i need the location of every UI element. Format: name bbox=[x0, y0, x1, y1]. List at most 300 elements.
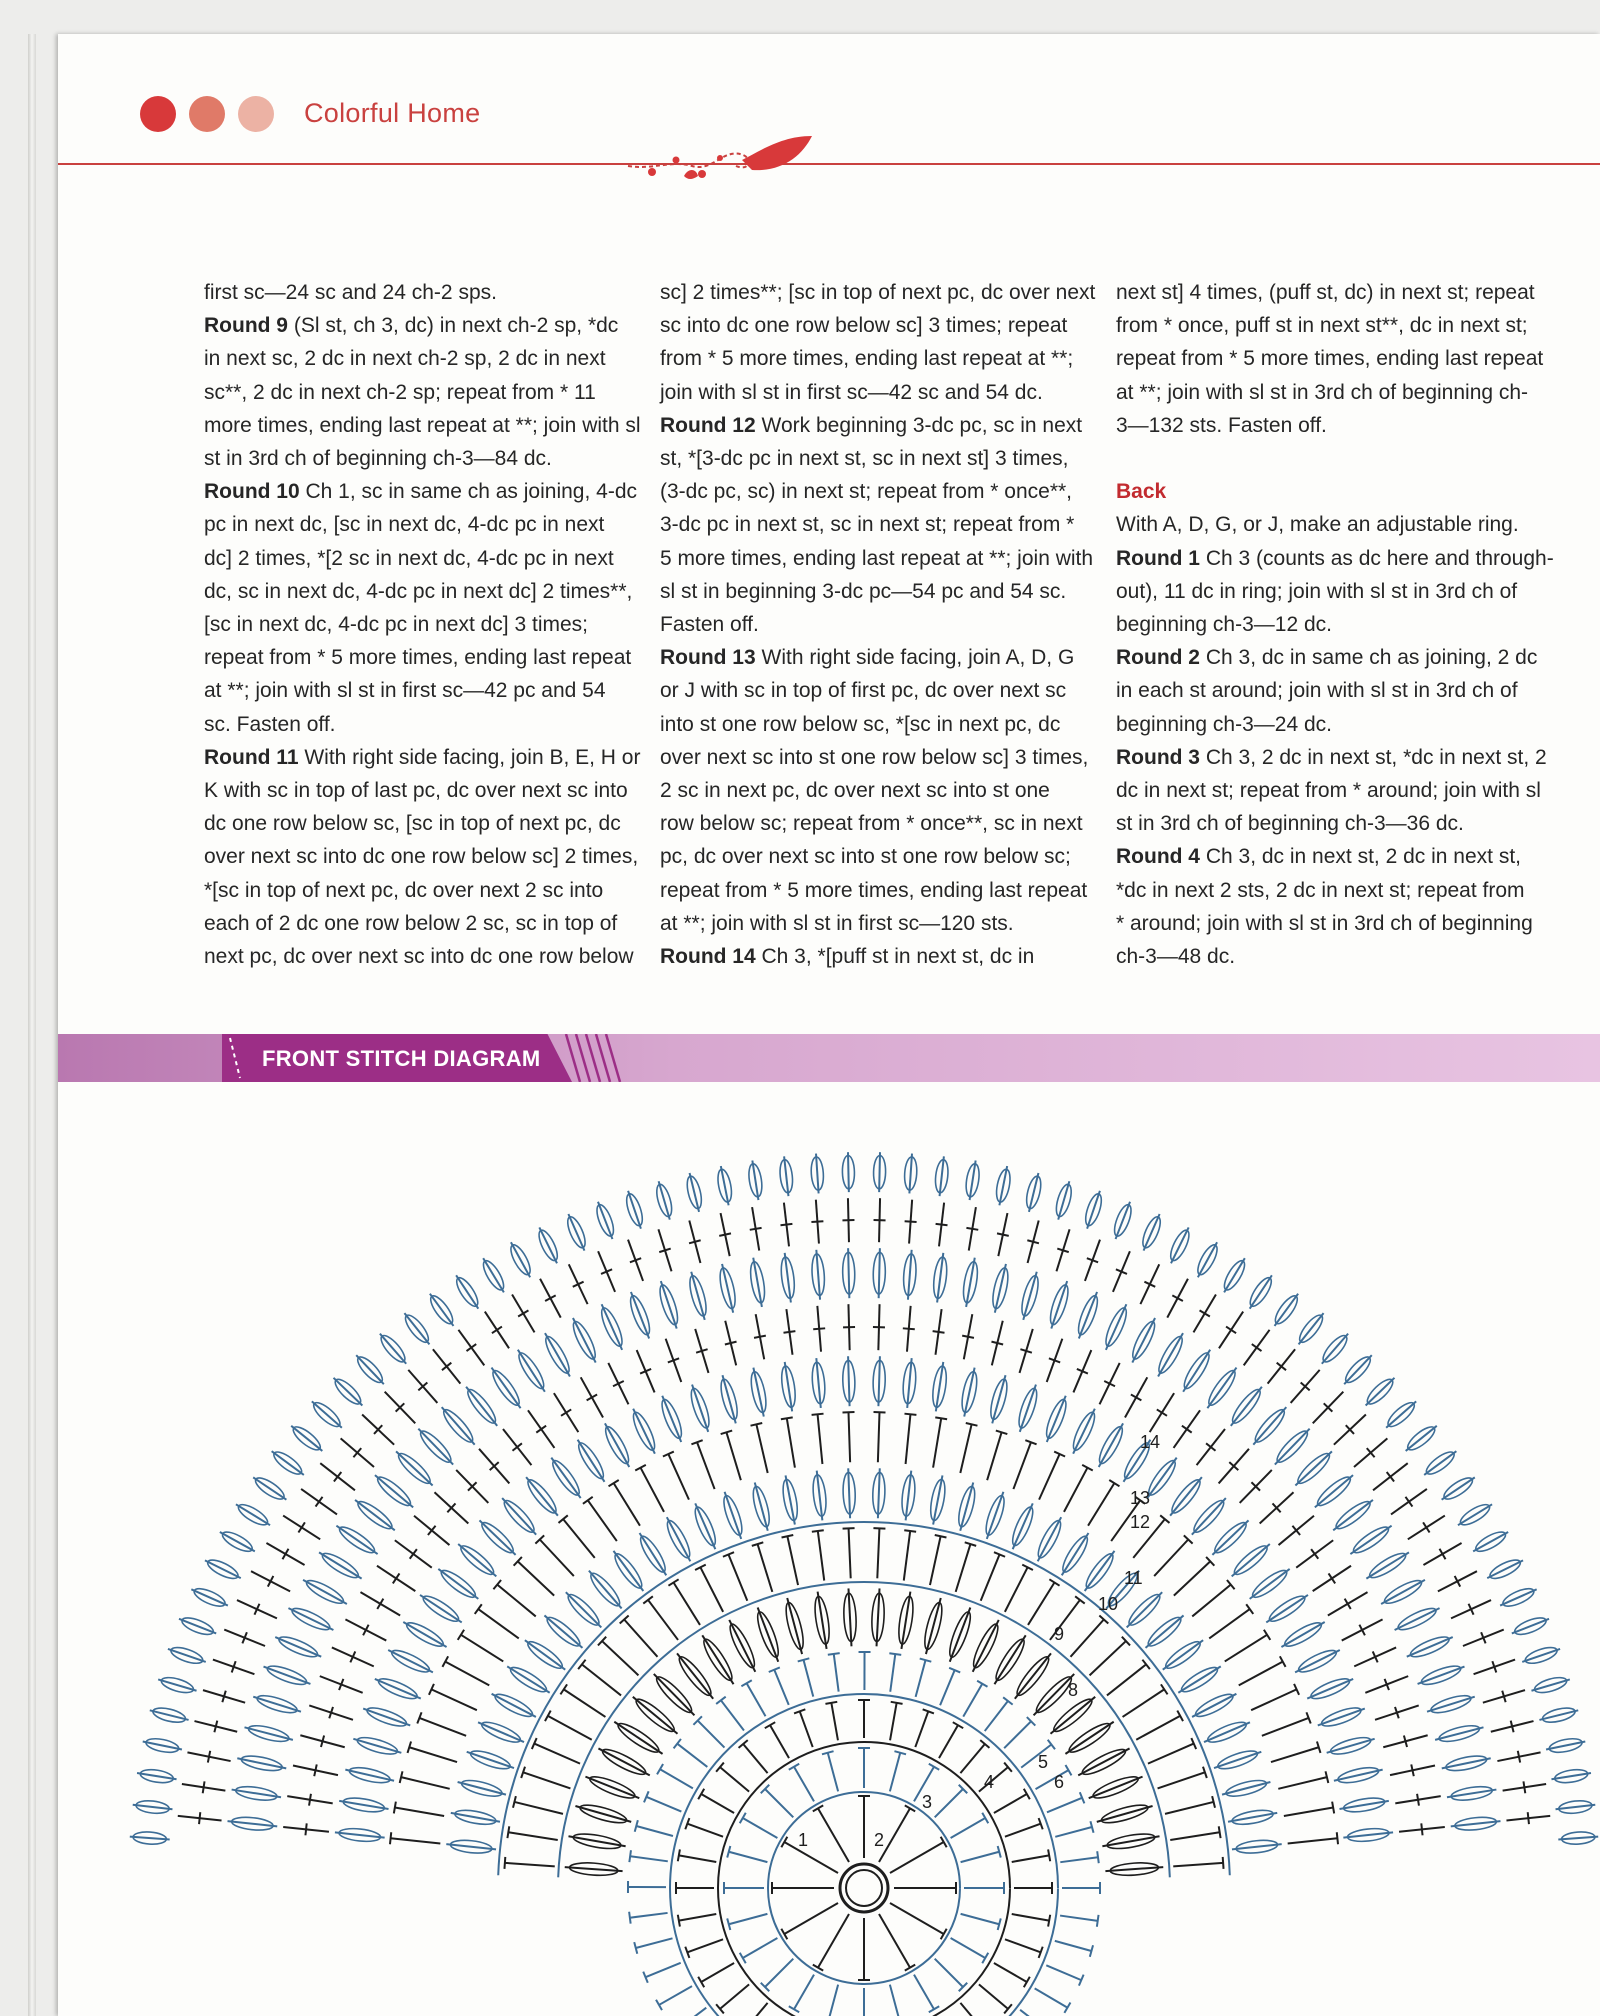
front-round-5 bbox=[1078, 1748, 1129, 1775]
line-text: from * 5 more times, ending last repeat at **; bbox=[660, 347, 1074, 371]
text-line bbox=[204, 508, 641, 541]
front-round-13-cross bbox=[467, 1344, 477, 1351]
back-round-3-top bbox=[765, 1722, 775, 1728]
line-text: Work beginning 3-dc pc, sc in next bbox=[755, 413, 1083, 437]
back-round-3 bbox=[679, 1914, 716, 1921]
front-round-9-top bbox=[400, 1771, 403, 1783]
line-text: at **; join with sl st in first sc—120 sts. bbox=[660, 911, 1014, 935]
line-text: dc] 2 times, *[2 sc in next dc, 4-dc pc in next bbox=[204, 546, 614, 570]
line-text: Fasten off. bbox=[660, 613, 759, 637]
line-text: Ch 3 (counts as dc here and through- bbox=[1200, 546, 1554, 570]
back-round-3 bbox=[915, 1711, 928, 1747]
front-round-9 bbox=[848, 1412, 850, 1462]
front-round-6 bbox=[648, 1600, 678, 1640]
back-round-3-top bbox=[698, 1977, 704, 1987]
front-round-8 bbox=[544, 1615, 582, 1647]
line-text: sc into dc one row below sc] 3 times; repeat bbox=[660, 314, 1068, 338]
front-round-14 bbox=[1344, 1355, 1372, 1384]
front-round-8 bbox=[589, 1571, 622, 1609]
text-line bbox=[204, 807, 641, 840]
front-round-5 bbox=[994, 1635, 1025, 1684]
front-round-9 bbox=[668, 1454, 689, 1500]
front-round-11-cross bbox=[903, 1328, 915, 1329]
front-round-12 bbox=[396, 1451, 433, 1485]
back-round-3 bbox=[687, 1824, 723, 1837]
front-round-13-cross bbox=[966, 1228, 978, 1230]
text-line bbox=[1116, 276, 1554, 309]
front-round-6 bbox=[1028, 1583, 1054, 1625]
front-round-10 bbox=[1250, 1569, 1290, 1599]
front-round-9-top bbox=[458, 1630, 464, 1640]
front-round-10 bbox=[1147, 1458, 1176, 1498]
front-round-5 bbox=[702, 1635, 733, 1684]
back-round-1 bbox=[879, 1914, 910, 1968]
line-text: dc in next st; repeat from * around; join with sl bbox=[1116, 779, 1541, 803]
back-round-4 bbox=[774, 1670, 788, 1705]
line-text: 5 more times, ending last repeat at **; join with bbox=[660, 546, 1094, 570]
front-round-12 bbox=[288, 1608, 333, 1630]
front-round-11-cross bbox=[1157, 1409, 1167, 1415]
front-round-10 bbox=[878, 1356, 879, 1406]
front-round-9 bbox=[726, 1432, 740, 1480]
front-round-14 bbox=[312, 1401, 342, 1427]
front-stitch-diagram bbox=[58, 1082, 1600, 2016]
front-round-13-cross bbox=[780, 1224, 792, 1225]
front-round-14 bbox=[816, 1154, 819, 1194]
front-round-13-cross bbox=[334, 1472, 341, 1481]
back-round-4 bbox=[747, 1683, 766, 1716]
text-line bbox=[660, 840, 1095, 873]
text-line bbox=[660, 276, 1095, 309]
front-round-9 bbox=[563, 1519, 595, 1558]
text-line bbox=[1116, 774, 1554, 807]
back-round-2 bbox=[914, 1975, 934, 2010]
front-round-10 bbox=[1073, 1409, 1095, 1454]
line-text: 3-dc pc in next st, sc in next st; repeat from * bbox=[660, 513, 1075, 537]
back-round-3 bbox=[890, 1703, 897, 1740]
back-round-3 bbox=[770, 1725, 789, 1758]
front-round-9 bbox=[401, 1777, 450, 1789]
front-round-9 bbox=[1288, 1838, 1338, 1843]
front-round-6 bbox=[505, 1863, 555, 1866]
front-round-6-top bbox=[782, 1535, 794, 1538]
back-round-2 bbox=[961, 1852, 1000, 1862]
front-round-10 bbox=[1232, 1544, 1270, 1576]
front-round-13-cross bbox=[316, 1497, 323, 1507]
line-text: next st] 4 times, (puff st, dc) in next st; repeat bbox=[1116, 281, 1535, 304]
back-round-3 bbox=[960, 1744, 984, 1773]
front-round-8 bbox=[1192, 1694, 1236, 1717]
text-line bbox=[1116, 342, 1554, 375]
text-line bbox=[1116, 708, 1554, 741]
text-line bbox=[660, 641, 1095, 674]
line-text: sc] 2 times**; [sc in top of next pc, dc over next bbox=[660, 281, 1096, 304]
text-line bbox=[660, 309, 1095, 342]
front-round-9 bbox=[1262, 1718, 1309, 1736]
banner-stripes-icon bbox=[562, 1034, 632, 1082]
text-column bbox=[1116, 276, 1554, 973]
front-round-14 bbox=[430, 1294, 454, 1326]
line-text: st in 3rd ch of beginning ch-3—36 dc. bbox=[1116, 812, 1464, 836]
back-round-4 bbox=[630, 1913, 668, 1918]
line-text: *dc in next 2 sts, 2 dc in next st; repeat from bbox=[1116, 878, 1525, 902]
header-dot bbox=[140, 96, 176, 132]
back-round-4 bbox=[1020, 2010, 1050, 2016]
back-round-3 bbox=[960, 2003, 984, 2016]
line-text: Ch 3, dc in next st, 2 dc in next st, bbox=[1200, 845, 1521, 869]
section-heading: Back bbox=[1116, 480, 1167, 504]
back-round-4 bbox=[659, 1986, 692, 2005]
back-round-4 bbox=[1004, 1721, 1031, 1748]
front-round-6 bbox=[728, 1554, 747, 1600]
front-round-9 bbox=[1278, 1777, 1327, 1789]
back-round-4-top bbox=[1003, 1697, 1013, 1704]
front-round-9 bbox=[395, 1808, 444, 1816]
back-round-2 bbox=[890, 1985, 900, 2016]
line-text: repeat from * 5 more times, ending last repeat bbox=[1116, 347, 1544, 371]
line-text: over next sc into dc one row below sc] 2 times, bbox=[204, 845, 639, 869]
front-round-10 bbox=[605, 1423, 629, 1467]
back-round-4 bbox=[660, 1769, 693, 1788]
text-line bbox=[1116, 309, 1554, 342]
front-round-12 bbox=[1183, 1350, 1210, 1392]
front-round-8 bbox=[640, 1533, 667, 1575]
front-round-13-cross bbox=[1200, 1310, 1210, 1316]
front-round-9 bbox=[391, 1838, 441, 1843]
front-round-9-top bbox=[1337, 1832, 1338, 1844]
front-round-9 bbox=[1209, 1609, 1250, 1638]
front-round-8 bbox=[566, 1592, 601, 1627]
front-round-6 bbox=[508, 1832, 557, 1840]
front-round-9-top bbox=[812, 1414, 824, 1415]
front-round-9 bbox=[1271, 1747, 1319, 1762]
front-round-6 bbox=[1170, 1832, 1219, 1840]
front-round-9 bbox=[1039, 1454, 1060, 1500]
text-line bbox=[204, 840, 641, 873]
round-number-label: 12 bbox=[1130, 1512, 1151, 1532]
front-round-13-cross bbox=[1226, 1327, 1236, 1334]
front-round-12 bbox=[518, 1350, 545, 1392]
front-round-6-top bbox=[873, 1528, 885, 1529]
front-round-9 bbox=[1064, 1468, 1087, 1512]
front-round-10 bbox=[633, 1409, 655, 1454]
front-round-13-cross bbox=[282, 1549, 288, 1559]
front-round-6-top bbox=[1161, 1684, 1168, 1694]
front-round-6-top bbox=[504, 1857, 505, 1869]
front-round-5 bbox=[848, 1588, 851, 1646]
back-round-3 bbox=[1012, 1914, 1049, 1921]
front-round-5 bbox=[585, 1777, 639, 1799]
front-round-9 bbox=[1225, 1635, 1267, 1662]
line-text: beginning ch-3—12 dc. bbox=[1116, 613, 1332, 637]
front-round-14 bbox=[291, 1426, 322, 1451]
line-text: repeat from * 5 more times, ending last repeat bbox=[204, 646, 632, 670]
header-rule bbox=[58, 163, 1600, 165]
front-round-8 bbox=[1085, 1551, 1115, 1591]
front-round-13-cross bbox=[1440, 1549, 1446, 1559]
front-round-13-cross bbox=[719, 1233, 731, 1235]
text-line bbox=[660, 376, 1095, 409]
front-round-14 bbox=[909, 1154, 912, 1194]
line-text: out), 11 dc in ring; join with sl st in 3rd ch of bbox=[1116, 579, 1518, 603]
back-round-4 bbox=[963, 1684, 982, 1717]
text-line bbox=[204, 409, 641, 442]
front-round-10 bbox=[1266, 1595, 1308, 1623]
round-label: Round 3 bbox=[1116, 745, 1200, 769]
text-line bbox=[1116, 376, 1554, 409]
text-line bbox=[660, 608, 1095, 641]
front-round-6-top bbox=[1049, 1579, 1059, 1585]
front-round-12 bbox=[879, 1248, 880, 1298]
back-round-3-top bbox=[1024, 1789, 1030, 1799]
front-round-6-top bbox=[1219, 1826, 1221, 1838]
round-number-label: 9 bbox=[1054, 1624, 1065, 1644]
front-round-6-top bbox=[1212, 1796, 1215, 1808]
back-round-4-top bbox=[1097, 1915, 1099, 1927]
back-round-4-top bbox=[629, 1850, 631, 1862]
line-text: join with sl st in first sc—42 sc and 54 dc. bbox=[660, 380, 1043, 404]
text-column bbox=[660, 276, 1095, 973]
back-round-4-top bbox=[716, 1697, 726, 1704]
back-round-2-top bbox=[789, 1764, 799, 1770]
front-round-8 bbox=[1146, 1615, 1184, 1647]
text-line bbox=[1116, 741, 1554, 774]
front-round-6-top bbox=[513, 1796, 516, 1808]
front-round-13-cross bbox=[1405, 1497, 1412, 1507]
text-line bbox=[660, 708, 1095, 741]
front-round-14 bbox=[404, 1313, 429, 1344]
front-round-9 bbox=[540, 1539, 574, 1576]
back-round-1 bbox=[818, 1914, 849, 1968]
front-round-10 bbox=[388, 1650, 433, 1672]
front-round-14 bbox=[1322, 1334, 1348, 1364]
text-line bbox=[1116, 940, 1554, 973]
line-text: 2 sc in next pc, dc over next sc into st one bbox=[660, 779, 1050, 803]
vine-ornament-icon bbox=[622, 130, 822, 200]
front-round-5 bbox=[677, 1653, 713, 1698]
front-round-8 bbox=[1178, 1666, 1220, 1692]
front-round-9-top bbox=[1109, 1480, 1119, 1486]
back-round-2-top bbox=[789, 2006, 799, 2012]
front-round-12 bbox=[375, 1475, 413, 1507]
dashed-slash-icon bbox=[226, 1036, 246, 1080]
line-text: pc, dc over next sc into st one row below sc; bbox=[660, 845, 1071, 869]
back-round-2 bbox=[794, 1767, 814, 1802]
back-round-2 bbox=[828, 1985, 838, 2016]
front-round-11-cross bbox=[410, 1549, 417, 1559]
back-round-3-top bbox=[678, 1915, 680, 1927]
center-ring-inner bbox=[846, 1870, 882, 1906]
back-round-2-top bbox=[740, 1953, 746, 1963]
front-round-9 bbox=[1088, 1483, 1114, 1526]
front-round-8 bbox=[667, 1517, 690, 1561]
front-round-12 bbox=[1158, 1333, 1183, 1376]
front-round-9 bbox=[1013, 1442, 1031, 1489]
text-line bbox=[1116, 508, 1554, 541]
front-round-6-top bbox=[1075, 1596, 1085, 1603]
text-line bbox=[660, 409, 1095, 442]
front-round-11-cross bbox=[536, 1426, 546, 1433]
back-round-4 bbox=[1060, 1857, 1098, 1862]
front-round-10 bbox=[1295, 1650, 1340, 1672]
front-round-10 bbox=[1281, 1622, 1324, 1647]
round-number-label: 14 bbox=[1140, 1432, 1161, 1452]
front-round-6 bbox=[582, 1664, 621, 1695]
back-round-4 bbox=[676, 2008, 706, 2016]
text-column bbox=[204, 276, 641, 973]
front-round-5 bbox=[1051, 1697, 1096, 1734]
text-line bbox=[204, 442, 641, 475]
front-round-14 bbox=[130, 1837, 170, 1840]
front-round-10 bbox=[1170, 1477, 1202, 1516]
front-round-6-top bbox=[843, 1528, 855, 1529]
round-label: Round 9 bbox=[204, 314, 288, 338]
round-label: Round 10 bbox=[204, 480, 300, 504]
front-round-9-top bbox=[751, 1423, 763, 1426]
front-round-12 bbox=[1231, 1387, 1262, 1426]
front-round-11-cross bbox=[962, 1336, 974, 1338]
front-round-12 bbox=[253, 1697, 301, 1712]
front-round-9 bbox=[409, 1747, 457, 1762]
front-round-12 bbox=[1295, 1451, 1332, 1485]
back-round-3 bbox=[679, 1855, 716, 1862]
front-round-6 bbox=[564, 1689, 606, 1717]
back-round-1 bbox=[818, 1808, 849, 1862]
back-round-3-top bbox=[953, 1722, 963, 1728]
back-round-4 bbox=[646, 1797, 681, 1812]
front-round-6 bbox=[602, 1641, 638, 1675]
round-label: Round 4 bbox=[1116, 845, 1200, 869]
front-round-13-cross bbox=[298, 1522, 304, 1532]
text-line bbox=[660, 907, 1095, 940]
front-round-6-top bbox=[643, 1596, 653, 1603]
front-round-8 bbox=[613, 1551, 643, 1591]
front-round-6-top bbox=[668, 1579, 678, 1585]
front-round-9-top bbox=[781, 1417, 793, 1419]
front-round-10 bbox=[458, 1544, 496, 1576]
front-round-6 bbox=[700, 1567, 723, 1612]
front-round-9-top bbox=[904, 1414, 916, 1415]
front-round-10 bbox=[526, 1477, 558, 1516]
front-round-13-cross bbox=[936, 1224, 948, 1225]
front-round-5 bbox=[1015, 1653, 1051, 1698]
text-line bbox=[204, 376, 641, 409]
front-round-6-top bbox=[812, 1530, 824, 1532]
back-round-4-top bbox=[629, 1912, 631, 1924]
back-round-3-top bbox=[1048, 1849, 1050, 1861]
front-round-6 bbox=[758, 1544, 773, 1592]
front-round-13-cross bbox=[1387, 1472, 1394, 1481]
text-line bbox=[1116, 807, 1554, 840]
text-line bbox=[204, 940, 641, 973]
front-round-11-cross bbox=[1345, 1599, 1351, 1609]
back-round-2 bbox=[890, 1753, 900, 1792]
back-round-3 bbox=[939, 1725, 958, 1758]
back-round-2-top bbox=[982, 1813, 988, 1823]
text-line bbox=[204, 475, 641, 508]
back-round-2 bbox=[729, 1852, 768, 1862]
back-round-2 bbox=[743, 1938, 778, 1958]
back-round-4-top bbox=[1064, 2002, 1070, 2012]
back-round-2 bbox=[794, 1975, 814, 2010]
line-text: beginning ch-3—24 dc. bbox=[1116, 712, 1332, 736]
front-round-11-cross bbox=[377, 1599, 383, 1609]
front-round-9-top bbox=[1332, 1802, 1334, 1814]
round-number-label: 2 bbox=[874, 1830, 885, 1850]
back-round-2 bbox=[765, 1789, 793, 1817]
front-round-12 bbox=[1366, 1552, 1409, 1578]
text-line bbox=[660, 475, 1095, 508]
back-round-3-top bbox=[698, 1789, 704, 1799]
back-round-2-top bbox=[982, 1953, 988, 1963]
front-round-6 bbox=[1107, 1664, 1146, 1695]
front-round-11-cross bbox=[309, 1794, 311, 1806]
line-text: pc in next dc, [sc in next dc, 4-dc pc in next bbox=[204, 513, 605, 537]
front-round-12 bbox=[1132, 1318, 1155, 1363]
text-line bbox=[660, 342, 1095, 375]
front-round-9-top bbox=[583, 1497, 593, 1504]
front-round-13-cross bbox=[199, 1812, 200, 1824]
text-line bbox=[1116, 874, 1554, 907]
front-round-5 bbox=[598, 1748, 649, 1775]
front-round-9 bbox=[518, 1561, 554, 1595]
header-dot bbox=[189, 96, 225, 132]
back-round-4 bbox=[916, 1660, 926, 1697]
back-round-3 bbox=[800, 1711, 813, 1747]
line-text: Ch 3, dc in same ch as joining, 2 dc bbox=[1200, 646, 1538, 670]
front-round-6-top bbox=[507, 1826, 509, 1838]
front-round-8 bbox=[1062, 1533, 1089, 1575]
back-round-4 bbox=[1060, 1916, 1098, 1921]
front-round-9 bbox=[478, 1609, 519, 1638]
front-round-9-top bbox=[475, 1604, 482, 1614]
front-round-5 bbox=[877, 1588, 880, 1646]
back-round-4 bbox=[698, 1721, 725, 1748]
line-text: * around; join with sl st in 3rd ch of beginning bbox=[1116, 911, 1533, 935]
front-round-13-cross bbox=[1528, 1812, 1529, 1824]
front-round-10 bbox=[1192, 1498, 1226, 1535]
back-round-2 bbox=[765, 1959, 793, 1987]
round-number-label: 10 bbox=[1098, 1594, 1119, 1614]
front-round-14 bbox=[334, 1378, 363, 1406]
front-round-11-cross bbox=[813, 1328, 825, 1329]
front-round-5 bbox=[926, 1598, 941, 1654]
front-round-9 bbox=[431, 1689, 476, 1710]
front-round-6 bbox=[1136, 1716, 1180, 1740]
text-line bbox=[1116, 575, 1554, 608]
front-round-13-cross bbox=[208, 1751, 210, 1763]
text-line bbox=[660, 874, 1095, 907]
line-text: 3—132 sts. Fasten off. bbox=[1116, 413, 1327, 437]
front-round-14 bbox=[1406, 1426, 1437, 1451]
back-round-4-top bbox=[1097, 1851, 1099, 1863]
back-round-3-top bbox=[678, 1849, 680, 1861]
front-round-12 bbox=[303, 1580, 347, 1604]
back-round-1 bbox=[890, 1903, 944, 1934]
front-round-6 bbox=[787, 1536, 798, 1585]
front-round-6 bbox=[514, 1802, 563, 1814]
back-round-4 bbox=[1046, 1965, 1081, 1980]
front-round-9 bbox=[1239, 1662, 1283, 1686]
round-number-label: 13 bbox=[1130, 1488, 1151, 1508]
front-round-8 bbox=[525, 1640, 565, 1669]
back-round-4-top bbox=[741, 1680, 751, 1686]
front-round-6 bbox=[849, 1528, 851, 1578]
text-line bbox=[204, 741, 641, 774]
text-line bbox=[204, 907, 641, 940]
front-round-13-cross bbox=[1511, 1721, 1514, 1733]
back-round-3 bbox=[994, 1963, 1027, 1982]
